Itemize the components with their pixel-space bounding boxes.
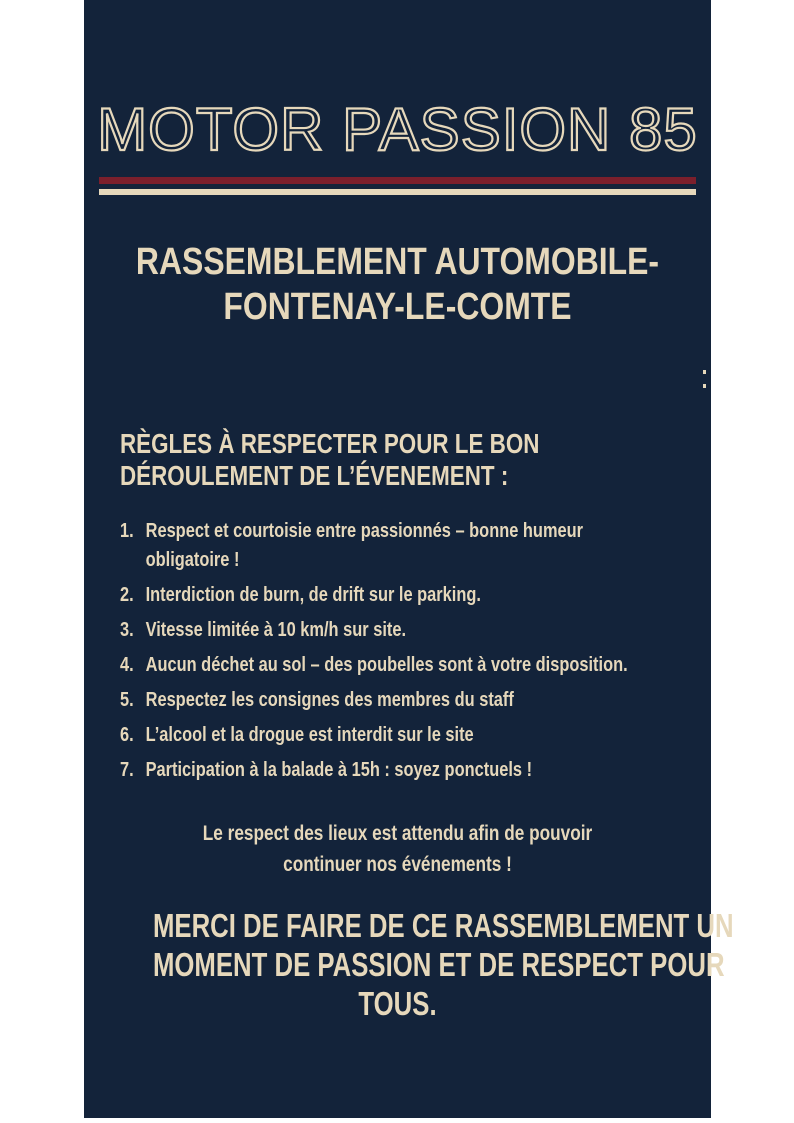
rule-text: Participation à la balade à 15h : soyez ponctuels ! [145,758,533,781]
rule-item [120,650,628,679]
rule-item [120,516,628,574]
rule-item [120,615,628,644]
thanks-message [152,906,734,1023]
red-stripe [99,177,696,184]
rule-item [120,720,628,749]
colon-mark [703,370,706,392]
rules-heading-line-2: DÉROULEMENT DE L’ÉVENEMENT : [120,460,509,491]
closing-note-line-2: continuer nos événements ! [283,853,512,876]
brand-title: MOTOR PASSION 85 [97,96,698,163]
thanks-line-1: MERCI DE FAIRE DE CE RASSEMBLEMENT UN [152,907,734,944]
rules-list [120,516,628,790]
rule-number: 4. [120,653,134,676]
thanks-line-3: TOUS. [358,985,437,1022]
rule-text: Interdiction de burn, de drift sur le parking. [145,583,481,606]
closing-note-line-1: Le respect des lieux est attendu afin de pouvoir [202,822,593,845]
rule-text: Vitesse limitée à 10 km/h sur site. [145,618,407,641]
bottom-margin [84,1118,711,1123]
rules-heading-line-1: RÈGLES À RESPECTER POUR LE BON [120,428,540,459]
rule-text: Respect et courtoisie entre passionnés – bonne humeur [145,519,584,542]
closing-note [140,818,654,880]
rule-number: 2. [120,583,134,606]
rule-number: 1. [120,519,134,542]
event-title [134,240,661,330]
rule-number: 3. [120,618,134,641]
rule-item [120,685,628,714]
rule-number: 7. [120,758,134,781]
rule-item [120,755,628,784]
event-title-line-2: FONTENAY-LE-COMTE [223,286,572,328]
cream-stripe [99,189,696,195]
thanks-line-2: MOMENT DE PASSION ET DE RESPECT POUR [152,946,725,983]
rule-text-continued: obligatoire ! [145,548,240,571]
rule-text: Aucun déchet au sol – des poubelles sont à votre disposition. [145,653,628,676]
rule-text: L’alcool et la drogue est interdit sur le site [145,723,474,746]
rules-heading [120,428,539,492]
rule-text: Respectez les consignes des membres du staff [145,688,514,711]
rule-number: 5. [120,688,134,711]
rule-item [120,580,628,609]
rule-number: 6. [120,723,134,746]
event-title-line-1: RASSEMBLEMENT AUTOMOBILE- [135,241,660,283]
